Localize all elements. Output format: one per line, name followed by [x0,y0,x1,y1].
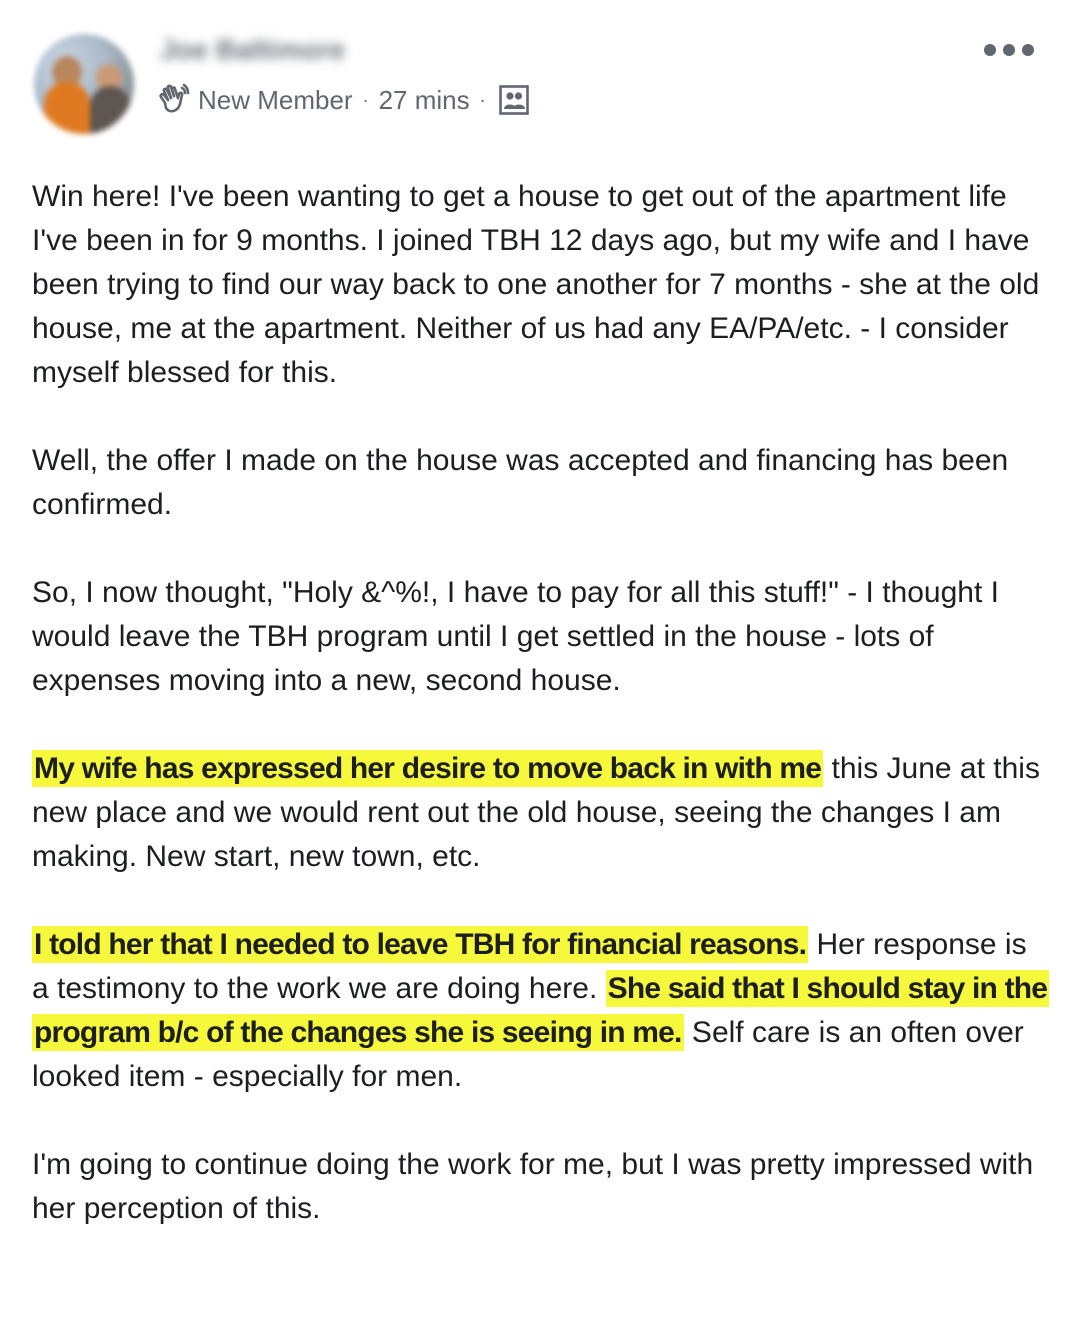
highlighted-text: I told her that I needed to leave TBH for financial reasons. [34,928,807,961]
paragraph: Win here! I've been wanting to get a house to get out of the apartment life I've been in for 9 months. I joined TBH 12 days ago, but my wife and I have been trying to find our way back to one another for 7 months - she at the old house, me at the apartment. Neither of us had any EA/PA/etc. - I consider myself blessed for this. [32,180,1040,389]
paragraph: Well, the offer I made on the house was accepted and financing has been confirmed. [32,444,1009,521]
paragraph [32,923,1048,1099]
highlighted-text: She said that I should stay in the program b/c of the changes she is seeing in me. [34,972,1048,1049]
paragraph: So, I now thought, "Holy &^%!, I have to pay for all this stuff!" - I thought I would leave the TBH program until I get settled in the house - lots of expenses moving into a new, second house. [32,576,999,697]
author-name[interactable]: Joe Baltimore [160,34,346,65]
separator-dot: · [479,89,486,110]
member-badge: New Member [198,84,353,115]
highlighted-text: My wife has expressed her desire to move back in with me [34,752,822,785]
waving-hand-icon [156,83,190,117]
paragraph-text: Her response is a testimony to the work we are doing here. [32,928,1027,1005]
post-body [32,175,1048,1231]
paragraph-text: this June at this new place and we would rent out the old house, seeing the changes I am making. New start, new town, etc. [32,752,1040,873]
avatar[interactable] [34,34,134,134]
paragraph: I'm going to continue doing the work for me, but I was pretty impressed with her perception of this. [32,1148,1034,1225]
group-icon[interactable] [498,84,530,116]
more-options-icon[interactable] [984,40,1034,60]
paragraph-text: Self care is an often over looked item - especially for men. [32,1016,1024,1093]
timestamp[interactable]: 27 mins [378,84,470,115]
post-meta [156,82,530,118]
paragraph [32,747,1048,879]
separator-dot: · [362,89,369,110]
post-header [0,0,1080,140]
